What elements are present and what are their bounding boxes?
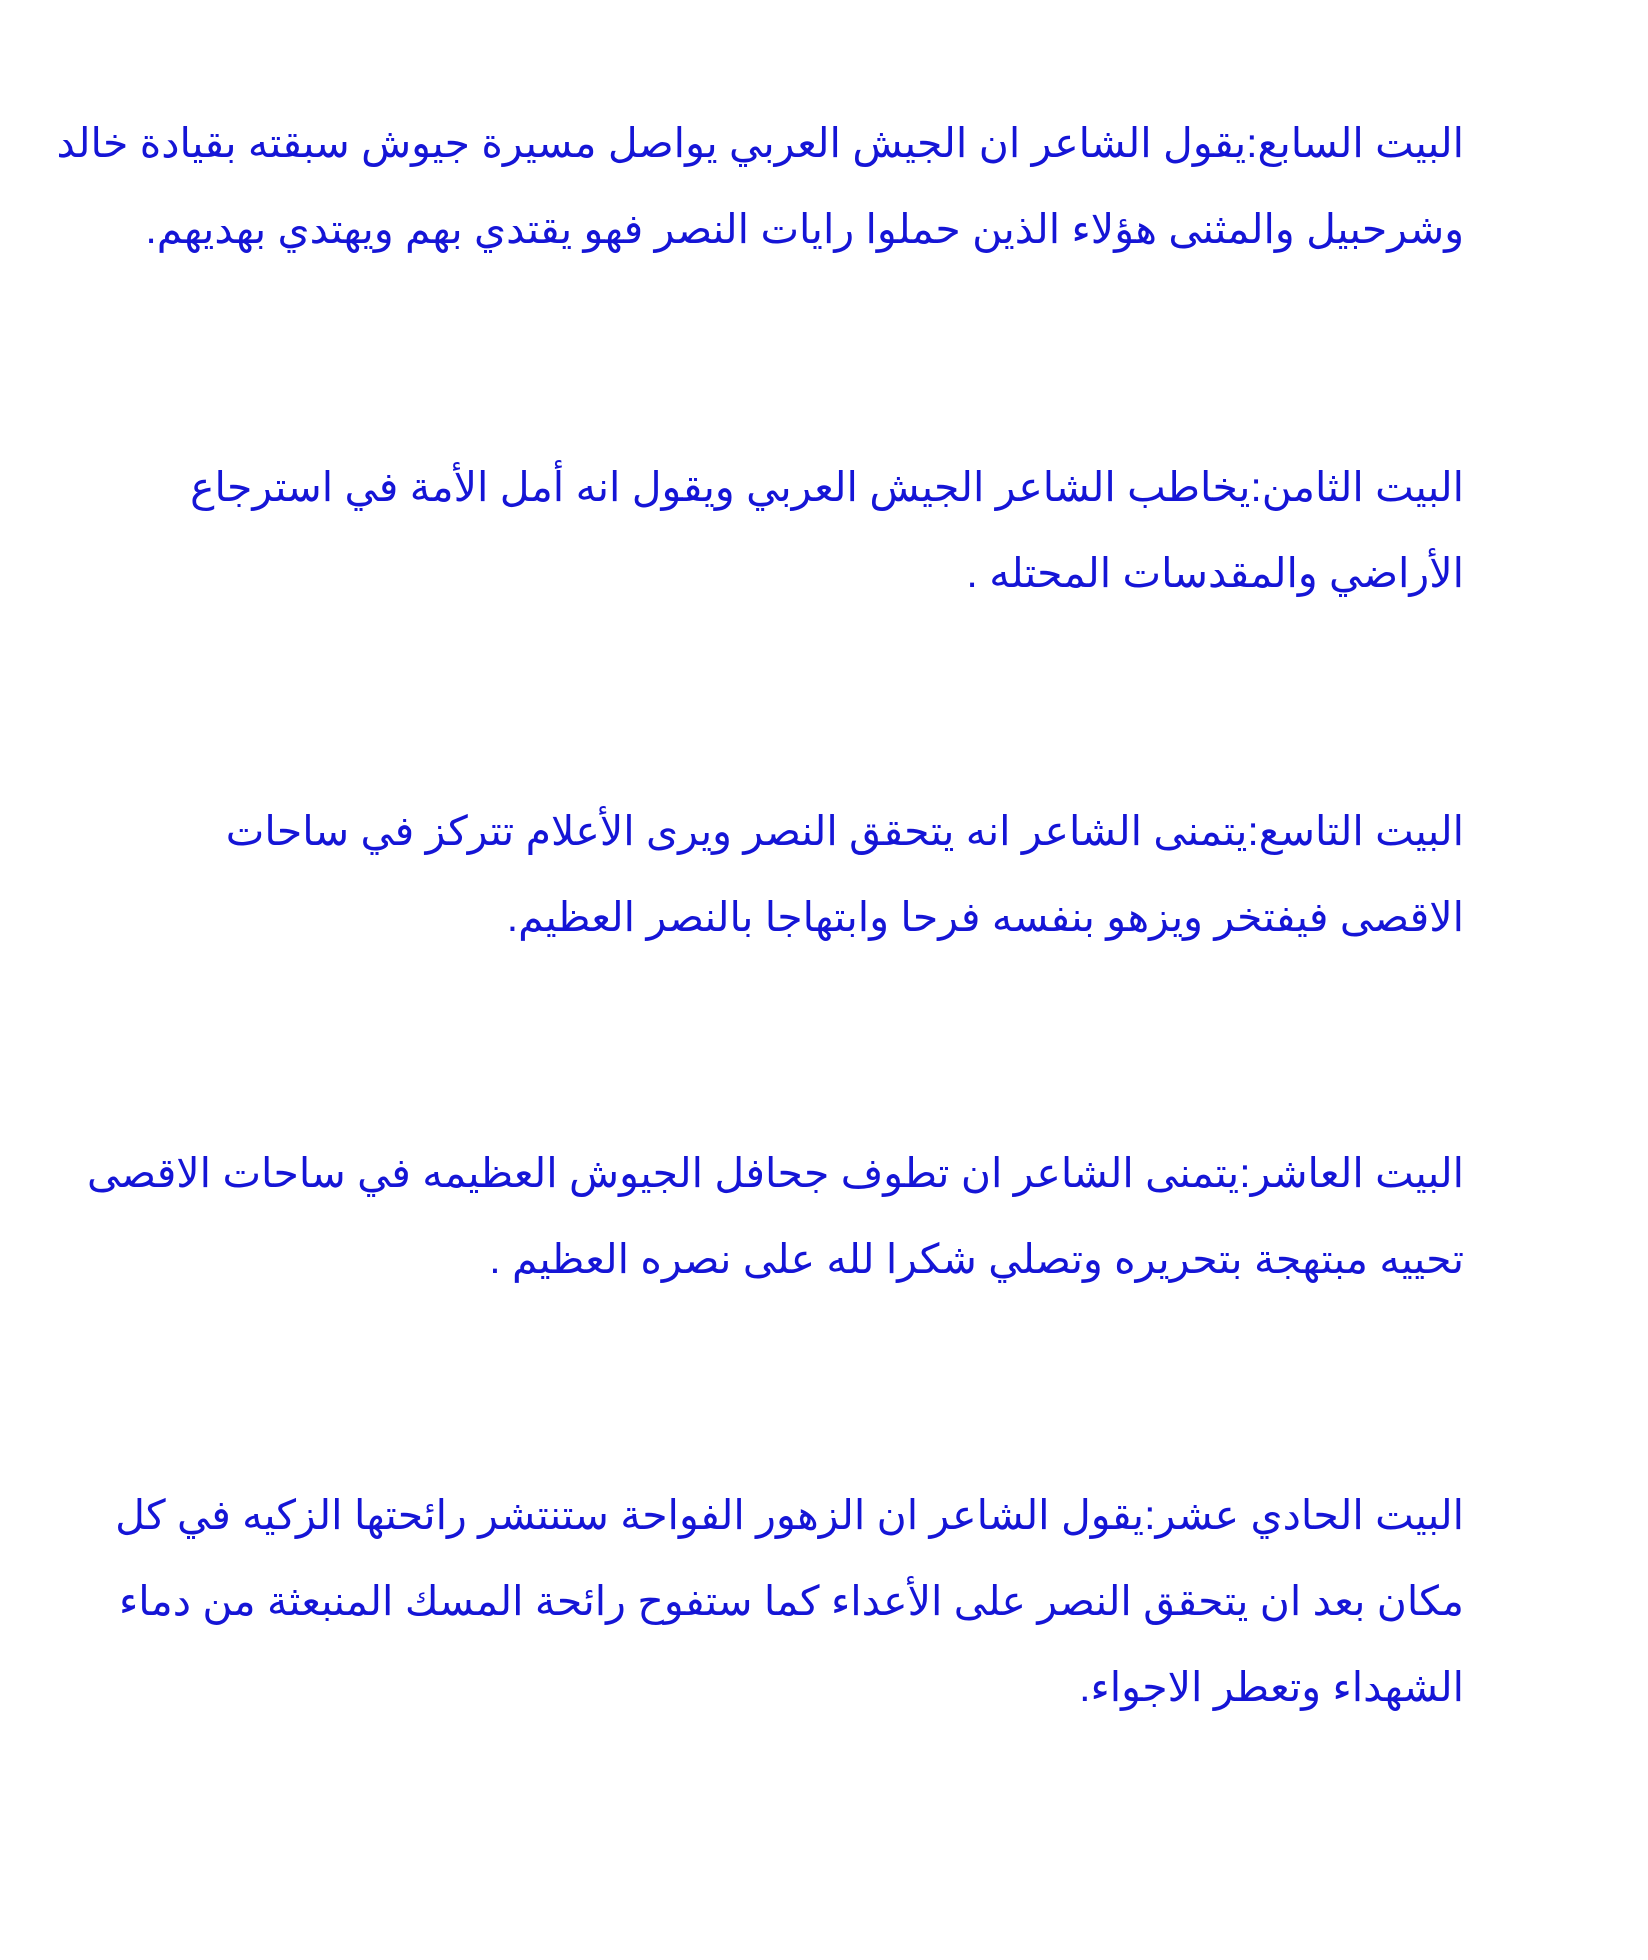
paragraph-line: مكان بعد ان يتحقق النصر على الأعداء كما ستفوح رائحة المسك المنبعثة من دماء xyxy=(119,1578,1464,1624)
paragraph-line: البيت الثامن:يخاطب الشاعر الجيش العربي ويقول انه أمل الأمة في استرجاع xyxy=(190,464,1464,510)
paragraph-line: الأراضي والمقدسات المحتله . xyxy=(966,550,1464,596)
paragraph-line: البيت التاسع:يتمنى الشاعر انه يتحقق النصر ويرى الأعلام تتركز في ساحات xyxy=(225,808,1464,854)
paragraph-verse-10 xyxy=(86,1130,1464,1302)
paragraph-line: البيت السابع:يقول الشاعر ان الجيش العربي يواصل مسيرة جيوش سبقته بقيادة خالد xyxy=(56,120,1464,166)
paragraph-verse-8 xyxy=(174,444,1464,616)
paragraph-line: تحييه مبتهجة بتحريره وتصلي شكرا لله على نصره العظيم . xyxy=(489,1236,1464,1282)
paragraph-line: الشهداء وتعطر الاجواء. xyxy=(1079,1664,1464,1710)
paragraph-verse-11 xyxy=(115,1472,1464,1730)
paragraph-verse-7 xyxy=(56,100,1464,272)
paragraph-line: البيت العاشر:يتمنى الشاعر ان تطوف جحافل الجيوش العظيمه في ساحات الاقصى xyxy=(86,1150,1464,1196)
paragraph-line: البيت الحادي عشر:يقول الشاعر ان الزهور الفواحة ستنتشر رائحتها الزكيه في كل xyxy=(115,1492,1464,1538)
paragraph-line: الاقصى فيفتخر ويزهو بنفسه فرحا وابتهاجا بالنصر العظيم. xyxy=(506,894,1464,940)
paragraph-line: وشرحبيل والمثنى هؤلاء الذين حملوا رايات النصر فهو يقتدي بهم ويهتدي بهديهم. xyxy=(145,206,1464,252)
paragraph-verse-9 xyxy=(174,788,1464,960)
